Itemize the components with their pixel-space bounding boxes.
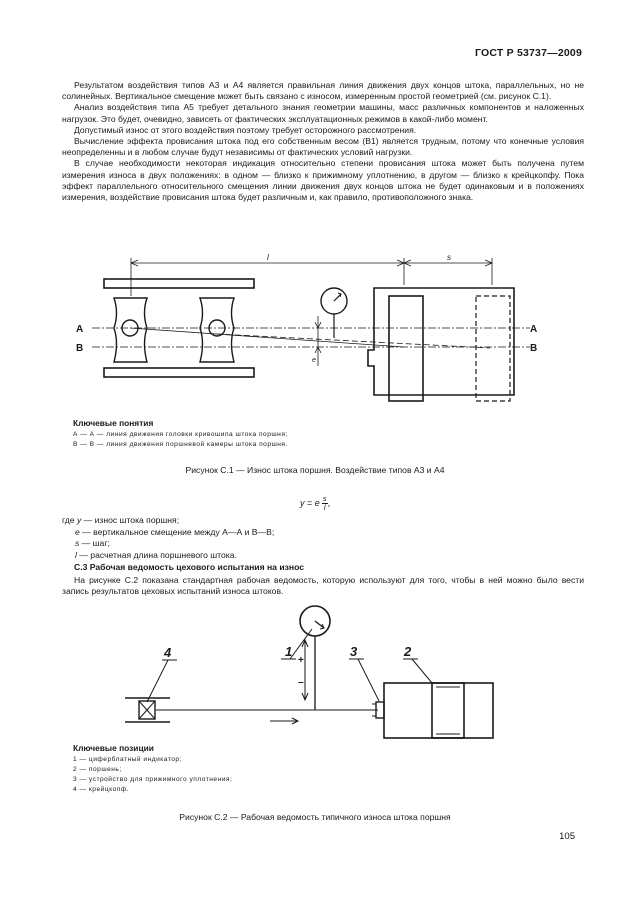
figure-c1-diagram	[0, 250, 630, 415]
paragraph: Результатом воздействия типов А3 и А4 является правильная линия движения двух концов штока, параллельных, но не солинейных. Вертикальное смещение может быть связано с износом, измеренным простой геометрией (см. рисунок С.1).	[62, 80, 584, 102]
pos-3-label: 3	[350, 644, 358, 659]
definition-text: — вертикальное смещение между А—А и В—В;	[79, 526, 275, 537]
legend-item: 3 — устройство для прижимного уплотнения;	[73, 776, 233, 783]
definition-text: — шаг;	[79, 538, 110, 548]
legend-item: 1 — циферблатный индикатор;	[73, 756, 182, 763]
figure2-caption: Рисунок С.2 — Рабочая ведомость типичного износа штока поршня	[179, 812, 451, 822]
dim-l-label: l	[267, 253, 269, 262]
definition-text: — расчетная длина поршневого штока.	[76, 549, 237, 560]
definition-row	[62, 538, 274, 550]
formula-equals: =	[307, 497, 313, 508]
definition-prefix: где	[62, 515, 77, 525]
figure-c2-diagram	[0, 605, 630, 745]
formula-definitions	[62, 515, 274, 561]
formula-denominator: l	[323, 503, 326, 512]
paragraph: На рисунке С.2 показана стандартная рабочая ведомость, которую используют для того, чтобы в ней можно было вести запись результатов цеховых испытаний износа штоков.	[62, 575, 584, 597]
figure1-legend-title: Ключевые понятия	[73, 418, 154, 428]
definition-row	[62, 515, 274, 527]
legend-item: 4 — крейцкопф.	[73, 786, 130, 793]
section-title: С.3 Рабочая ведомость цехового испытания на износ	[74, 562, 305, 572]
definition-text: — износ штока поршня;	[81, 515, 180, 525]
paragraph: Допустимый износ от этого воздействия поэтому требует осторожного рассмотрения.	[74, 124, 417, 135]
figure1-legend	[73, 430, 288, 450]
formula-lhs: y	[300, 497, 305, 508]
pos-1-label: 1	[285, 644, 293, 659]
legend-item: 2 — поршень;	[73, 766, 122, 773]
paragraph: В случае необходимости некоторая индикация относительно степени провисания штока может быть получена путем измерения износа в двух положениях: в одном — близко к прижимному уплотнению, в другом — близко к крейцкопфу. Пока эффект параллельного относительного смещения линии движения двух концов штока не будет одинаковым и в положениях измерения, воздействие провисания штока будет различным и, как правило, противоположного знака.	[62, 158, 584, 203]
figure2-legend-title: Ключевые позиции	[73, 743, 154, 753]
formula-numerator: s	[322, 494, 327, 503]
definition-symbol: l	[75, 549, 77, 560]
line-b-right-label: B	[530, 343, 538, 354]
figure1-caption: Рисунок С.1 — Износ штока поршня. Воздействие типов А3 и А4	[185, 465, 445, 475]
legend-item: А — А — линия движения головки кривошипа штока поршня;	[73, 431, 288, 438]
line-b-left-label: B	[76, 343, 84, 354]
pos-2-label: 2	[404, 644, 412, 659]
formula-end: ,	[327, 497, 331, 508]
page-number: 105	[559, 831, 575, 842]
line-a-right-label: A	[530, 324, 538, 335]
dim-e-label: e	[312, 357, 316, 364]
minus-sign: –	[298, 677, 304, 688]
wear-formula	[300, 495, 330, 512]
figure2-legend	[73, 755, 232, 795]
legend-item: В — В — линия движения поршневой камеры штока поршня.	[73, 441, 288, 448]
standard-header: ГОСТ Р 53737—2009	[474, 47, 582, 59]
definition-symbol: s	[75, 538, 80, 548]
paragraph: Анализ воздействия типа А5 требует детального знания геометрии машины, масс различных компонентов и наложенных нагрузок. Это будет, очевидно, зависеть от фактических эксплуатационных режимов в какой-либо момент.	[62, 102, 584, 124]
definition-symbol: e	[75, 526, 80, 537]
formula-coef: e	[314, 497, 320, 508]
definition-symbol: y	[76, 515, 82, 525]
pos-4-label: 4	[164, 645, 172, 660]
section-text	[62, 575, 584, 597]
definition-row	[62, 527, 274, 539]
intro-text	[62, 80, 584, 203]
line-a-left-label: A	[76, 324, 84, 335]
plus-sign: +	[298, 655, 304, 666]
paragraph: Вычисление эффекта провисания штока под его собственным весом (В1) является трудным, потому что конечные условия неопределенны и в любом случае будут независимы от фактических условий нагрузки.	[62, 136, 584, 158]
definition-row	[62, 550, 274, 562]
dim-s-label: s	[447, 253, 451, 262]
